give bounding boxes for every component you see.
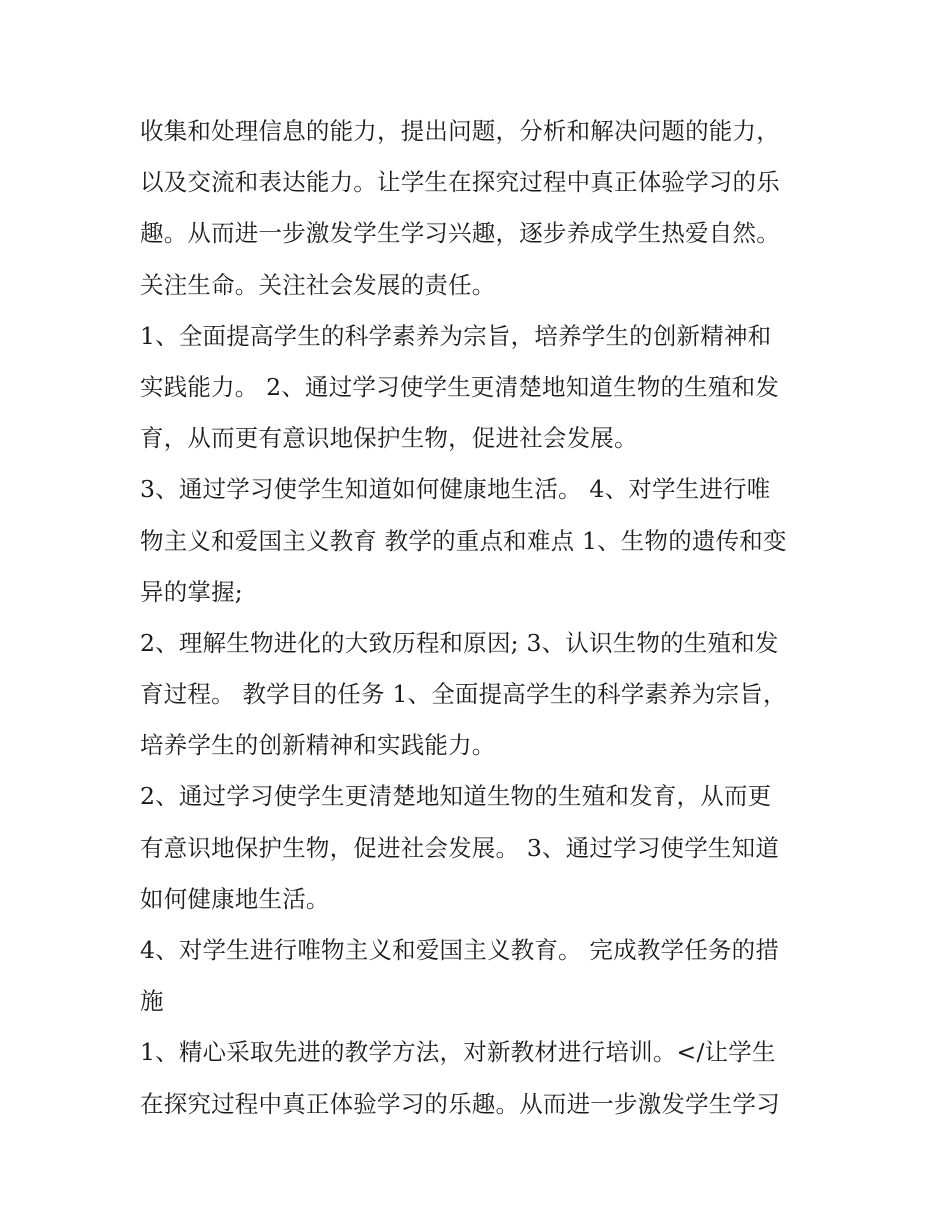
text-line: 1、全面提高学生的科学素养为宗旨，培养学生的创新精神和 [140, 321, 772, 350]
text-line: 培养学生的创新精神和实践能力。 [140, 731, 496, 760]
text-line: 2、理解生物进化的大致历程和原因; 3、认识生物的生殖和发 [140, 628, 779, 657]
text-line: 在探究过程中真正体验学习的乐趣。从而进一步激发学生学习 [140, 1089, 780, 1118]
text-line: 异的掌握; [140, 577, 243, 606]
text-line: 3、通过学习使学生知道如何健康地生活。 4、对学生进行唯 [140, 475, 771, 504]
text-line: 育，从而更有意识地保护生物，促进社会发展。 [140, 424, 638, 453]
text-line: 有意识地保护生物，促进社会发展。 3、通过学习使学生知道 [140, 833, 780, 862]
text-line: 关注生命。关注社会发展的责任。 [140, 270, 496, 299]
text-line: 2、通过学习使学生更清楚地知道生物的生殖和发育，从而更 [140, 782, 772, 811]
text-line: 1、精心采取先进的教学方法，对新教材进行培训。</让学生 [140, 1038, 776, 1067]
text-line: 以及交流和表达能力。让学生在探究过程中真正体验学习的乐 [140, 168, 780, 197]
text-line: 育过程。 教学目的任务 1、全面提高学生的科学素养为宗旨， [140, 680, 787, 709]
text-line: 4、对学生进行唯物主义和爱国主义教育。 完成教学任务的措 [140, 936, 780, 964]
text-line: 施 [140, 987, 164, 1016]
text-line: 收集和处理信息的能力，提出问题，分析和解决问题的能力， [140, 117, 780, 145]
body-text [140, 106, 820, 1130]
text-line: 实践能力。 2、通过学习使学生更清楚地知道生物的生殖和发 [140, 372, 780, 401]
text-line: 趣。从而进一步激发学生学习兴趣，逐步养成学生热爱自然。 [140, 219, 780, 248]
text-line: 物主义和爱国主义教育 教学的重点和难点 1、生物的遗传和变 [140, 526, 787, 555]
text-line: 如何健康地生活。 [140, 884, 330, 913]
